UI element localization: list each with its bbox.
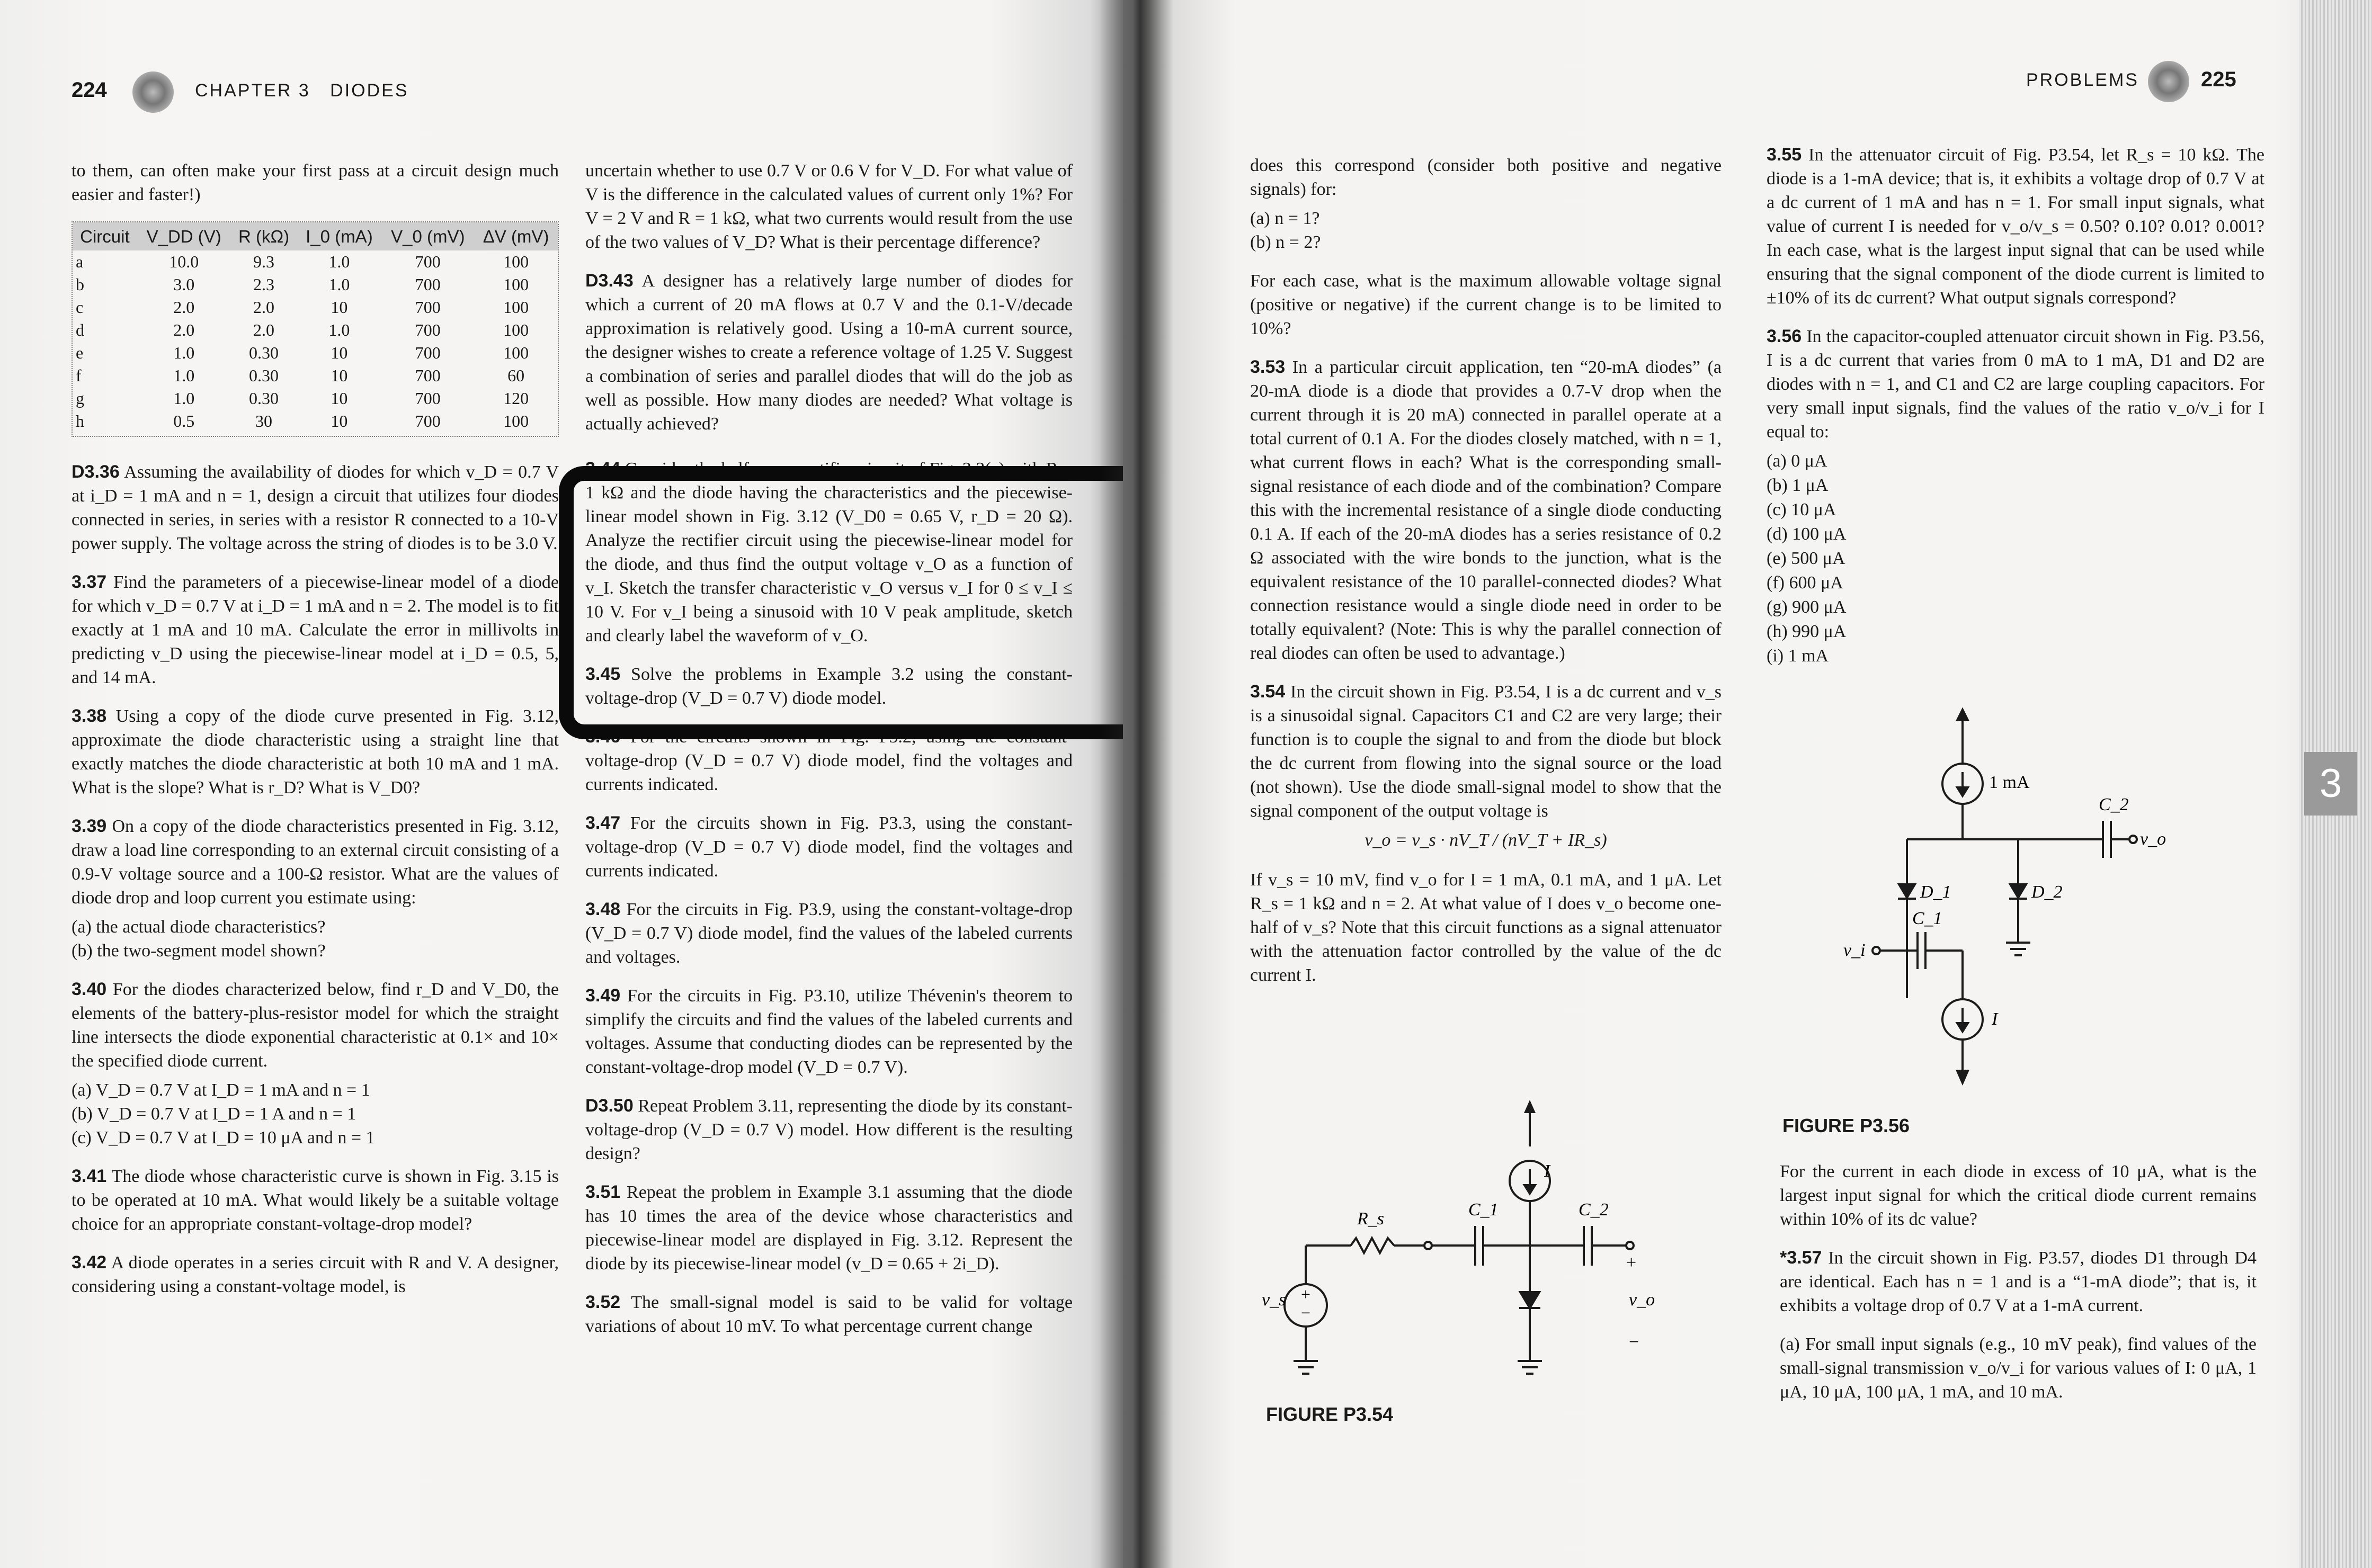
right-column-2-lower bbox=[1780, 1160, 2257, 1419]
problem-number: 3.45 bbox=[585, 664, 621, 684]
fig354-plus-sign: + bbox=[1300, 1285, 1311, 1304]
table-cell: 700 bbox=[415, 320, 441, 339]
fig354-output-plus: + bbox=[1626, 1253, 1637, 1273]
problem-number: D3.43 bbox=[585, 271, 634, 291]
table-cell: 10 bbox=[331, 389, 348, 408]
list-item: (c) 10 μA bbox=[1767, 500, 1836, 519]
problem-3-56-more: For the current in each diode in excess of 10 μA, what is the largest input signal for which the critical diode current remains within 10% of its dc value? bbox=[1780, 1162, 2257, 1229]
left-page-header bbox=[72, 78, 107, 102]
problem-3-39-b: (b) the two-segment model shown? bbox=[72, 941, 326, 961]
table-header-cell: Circuit bbox=[73, 222, 137, 250]
fig356-d1-label: D_1 bbox=[1920, 882, 1951, 902]
problem-text: For the circuits in Fig. P3.10, utilize Thévenin's theorem to simplify the circuits and find the values of the labeled currents and voltages. Assume that conducting diodes can be represented by the constant-voltage-drop model (V_D = 0.7 V). bbox=[585, 986, 1073, 1077]
problem-number: 3.39 bbox=[72, 816, 107, 836]
problem-text: A diode operates in a series circuit with R and V. A designer, considering using a constant-voltage model, is bbox=[72, 1253, 559, 1296]
problem-number: D3.36 bbox=[72, 462, 120, 482]
list-item: (e) 500 μA bbox=[1767, 549, 1845, 568]
table-cell: 700 bbox=[415, 389, 441, 408]
table-cell: 10 bbox=[331, 298, 348, 317]
problem-d3-50 bbox=[585, 1094, 1073, 1166]
figure-p3-54-label: FIGURE P3.54 bbox=[1266, 1403, 1394, 1425]
table-cell: 9.3 bbox=[253, 252, 275, 271]
table-cell: 700 bbox=[415, 411, 441, 431]
problem-3-49 bbox=[585, 984, 1073, 1079]
problem-3-39-a: (a) the actual diode characteristics? bbox=[72, 917, 326, 937]
table-row bbox=[73, 342, 558, 364]
table-cell: 0.30 bbox=[249, 343, 279, 362]
problem-number: 3.41 bbox=[72, 1166, 107, 1186]
table-cell: 1.0 bbox=[328, 320, 350, 339]
left-page bbox=[0, 0, 1123, 1568]
problem-number: 3.56 bbox=[1767, 326, 1802, 346]
problem-number: 3.52 bbox=[585, 1292, 621, 1312]
right-page bbox=[1123, 0, 2372, 1568]
intro-text: to them, can often make your first pass at a circuit design much easier and faster!) bbox=[72, 161, 559, 204]
table-header-cell: ΔV (mV) bbox=[474, 222, 558, 250]
table-header-cell: I_0 (mA) bbox=[297, 222, 381, 250]
table-cell: 2.0 bbox=[173, 320, 195, 339]
problem-number: 3.46 bbox=[585, 727, 621, 747]
problem-3-52-continued: does this correspond (consider both positive and negative signals) for: bbox=[1250, 156, 1722, 199]
fig354-rs-label: R_s bbox=[1357, 1209, 1384, 1229]
right-page-number: 225 bbox=[2201, 68, 2236, 91]
table-cell: 10 bbox=[331, 343, 348, 362]
fig356-source-1ma-label: 1 mA bbox=[1989, 773, 2030, 792]
list-item: (d) 100 μA bbox=[1767, 524, 1847, 544]
problem-3-38 bbox=[72, 704, 559, 800]
problem-text: The diode whose characteristic curve is shown in Fig. 3.15 is to be operated at 10 mA. What would likely be a suitable voltage choice for an appropriate constant-voltage-drop model? bbox=[72, 1167, 559, 1234]
problem-number: 3.37 bbox=[72, 572, 107, 592]
table-row bbox=[73, 364, 558, 387]
table-header-cell: V_DD (V) bbox=[137, 222, 231, 250]
table-row bbox=[73, 387, 558, 410]
table-cell: a bbox=[76, 252, 84, 271]
table-cell: 120 bbox=[503, 389, 529, 408]
problem-3-40-c: (c) V_D = 0.7 V at I_D = 10 μA and n = 1 bbox=[72, 1128, 375, 1148]
fig356-d2-label: D_2 bbox=[2031, 882, 2063, 902]
problem-3-54-more: If v_s = 10 mV, find v_o for I = 1 mA, 0.1 mA, and 1 μA. Let R_s = 1 kΩ and n = 2. At what value of I does v_o become one-half of v_s? Note that this circuit functions as a signal attenuator with the attenuation factor controlled by the value of the dc current I. bbox=[1250, 870, 1722, 985]
problem-text: On a copy of the diode characteristics presented in Fig. 3.12, draw a load line corresponding to an external circuit consisting of a 0.9-V voltage source and a 100-Ω resistor. What are the values of diode drop and loop current you estimate using: bbox=[72, 817, 559, 908]
table-cell: 100 bbox=[503, 320, 529, 339]
table-cell: g bbox=[76, 389, 84, 408]
left-column-2 bbox=[585, 159, 1073, 1353]
problem-number: 3.53 bbox=[1250, 357, 1286, 377]
table-cell: 100 bbox=[503, 275, 529, 294]
table-cell: f bbox=[76, 366, 82, 385]
problem-3-41 bbox=[72, 1164, 559, 1236]
problem-number: 3.38 bbox=[72, 706, 107, 726]
problem-number: D3.50 bbox=[585, 1096, 634, 1116]
fig354-vo-label: v_o bbox=[1629, 1290, 1655, 1310]
problem-number: 3.54 bbox=[1250, 682, 1286, 702]
list-item: (b) 1 μA bbox=[1767, 476, 1829, 495]
fig356-vo-label: v_o bbox=[2140, 829, 2166, 849]
list-item: (g) 900 μA bbox=[1767, 597, 1847, 617]
table-cell: 700 bbox=[415, 366, 441, 385]
table-cell: 10 bbox=[331, 366, 348, 385]
problem-3-52 bbox=[585, 1291, 1073, 1338]
fig356-c2-label: C_2 bbox=[2099, 795, 2129, 814]
problem-text: For the circuits shown in Fig. P3.3, using the constant-voltage-drop (V_D = 0.7 V) diode model, find the voltages and currents indicated. bbox=[585, 813, 1073, 881]
table-cell: 30 bbox=[255, 411, 273, 431]
table-cell: b bbox=[76, 275, 84, 294]
table-cell: 0.5 bbox=[173, 411, 195, 431]
table-cell: 1.0 bbox=[173, 366, 195, 385]
problem-text: Repeat Problem 3.11, representing the diode by its constant-voltage-drop (V_D = 0.7 V) model. How different is the resulting design? bbox=[585, 1096, 1073, 1163]
problem-text: For the circuits in Fig. P3.9, using the constant-voltage-drop (V_D = 0.7 V) diode model, find the values of the labeled currents and voltages. bbox=[585, 900, 1073, 967]
problem-text: Repeat the problem in Example 3.1 assuming that the diode has 10 times the area of the device whose characteristics and piecewise-linear model are displayed in Fig. 3.12. Represent the diode by its piecewise-linear model (v_D = 0.65 + 2i_D). bbox=[585, 1182, 1073, 1274]
circuit-table bbox=[72, 221, 559, 437]
problem-text: In the circuit shown in Fig. P3.57, diodes D1 through D4 are identical. Each has n = 1 and is a “1-mA diode”; that is, it exhibits a voltage drop of 0.7 V at a 1-mA current. bbox=[1780, 1248, 2257, 1315]
attenuation-equation: v_o = v_s · nV_T / (nV_T + IR_s) bbox=[1365, 830, 1607, 850]
table-cell: 2.0 bbox=[253, 298, 275, 317]
problem-text: In the capacitor-coupled attenuator circuit shown in Fig. P3.56, I is a dc current that varies from 0 mA to 1 mA, D1 and D2 are diodes with n = 1, and C1 and C2 are large coupling capacitors. For very small input signals, find the values of the ratio v_o/v_i for I equal to: bbox=[1767, 327, 2265, 442]
chapter-emblem-icon bbox=[132, 71, 174, 113]
table-cell: 700 bbox=[415, 275, 441, 294]
fig354-output-minus: − bbox=[1629, 1332, 1639, 1352]
problem-text: Using a copy of the diode curve presented in Fig. 3.12, approximate the diode characteristic using a straight line that exactly matches the diode characteristic at both 10 mA and 1 mA. What is the slope? What is r_D? What is V_D0? bbox=[72, 706, 559, 798]
chapter-number: CHAPTER 3 bbox=[195, 80, 310, 101]
problem-3-57 bbox=[1780, 1246, 2257, 1318]
problem-3-42 bbox=[72, 1251, 559, 1298]
table-cell: 1.0 bbox=[328, 252, 350, 271]
table-cell: 0.30 bbox=[249, 389, 279, 408]
problem-text: Solve the problems in Example 3.2 using the constant-voltage-drop (V_D = 0.7 V) diode model. bbox=[585, 665, 1073, 708]
table-cell: 1.0 bbox=[173, 389, 195, 408]
table-header-cell: V_0 (mV) bbox=[381, 222, 474, 250]
fig356-current-label: I bbox=[1992, 1009, 1998, 1029]
table-cell: 2.0 bbox=[253, 320, 275, 339]
table-cell: 100 bbox=[503, 252, 529, 271]
table-cell: 700 bbox=[415, 298, 441, 317]
table-cell: 3.0 bbox=[173, 275, 195, 294]
problem-number: *3.57 bbox=[1780, 1248, 1822, 1268]
table-cell: 60 bbox=[507, 366, 525, 385]
list-item: (i) 1 mA bbox=[1767, 646, 1829, 666]
problem-3-39 bbox=[72, 814, 559, 910]
chapter-side-tab: 3 bbox=[2304, 752, 2357, 816]
table-cell: c bbox=[76, 298, 84, 317]
left-page-number: 224 bbox=[72, 78, 107, 102]
table-row bbox=[73, 273, 558, 296]
book-gutter-shadow bbox=[1099, 0, 1173, 1568]
problem-3-47 bbox=[585, 811, 1073, 883]
problem-text: In the attenuator circuit of Fig. P3.54, let R_s = 10 kΩ. The diode is a 1-mA device; that is, it exhibits a voltage drop of 0.7 V at a dc current of 1 mA and has n = 1. For small input signals, what value of current I is needed for v_o/v_s = 0.50? 0.10? 0.01? 0.001? In each case, what is the largest input signal that can be used while ensuring that the signal component of the diode current is limited to ±10% of its dc current? What output signals correspond? bbox=[1767, 145, 2264, 308]
problem-text: Consider the half-wave rectifier circuit of Fig. 3.3(a) with R = 1 kΩ and the diode having the characteristics and the piecewise-linear model shown in Fig. 3.12 (V_D0 = 0.65 V, r_D = 20 Ω). Analyze the rectifier circuit using the piecewise-linear model for the diode, and thus find the output voltage v_O as a function of v_I. Sketch the transfer characteristic v_O versus v_I for 0 ≤ v_I ≤ 10 V. For v_I being a sinusoid with 10 V peak amplitude, sketch and clearly label the waveform of v_O. bbox=[585, 459, 1073, 646]
fig356-vi-label: v_i bbox=[1843, 940, 1866, 960]
chapter-title: DIODES bbox=[330, 80, 409, 101]
table-row bbox=[73, 296, 558, 319]
problem-d3-36 bbox=[72, 460, 559, 555]
fig354-vs-label: v_s bbox=[1262, 1290, 1286, 1310]
problem-3-52-b: (b) n = 2? bbox=[1250, 232, 1321, 252]
right-page-header-title: PROBLEMS bbox=[2026, 70, 2139, 90]
fig354-current-label: I bbox=[1544, 1161, 1550, 1181]
table-cell: 10.0 bbox=[169, 252, 199, 271]
problem-text: In a particular circuit application, ten “20-mA diodes” (a 20-mA diode is a diode that provides a 0.7-V drop when the current through it is 20 mA) connected in parallel operate at a total current of 0.1 A. For the diodes closely matched, with n = 1, what current flows in each? What is the corresponding small-signal resistance of each diode and of the combination? Compare this with the incremental resistance of a single diode conducting 0.1 A. If each of the 20-mA diodes has a series resistance of 0.2 Ω associated with the wire bonds to the junction, what is the equivalent resistance of the 10 parallel-connected diodes? What connection resistance would a single diode need in order to be totally equivalent? (Note: This is why the parallel connection of real diodes can often be used to advantage.) bbox=[1250, 357, 1722, 663]
problem-number: 3.44 bbox=[585, 459, 621, 479]
table-cell: 100 bbox=[503, 411, 529, 431]
hand-drawn-highlight-box bbox=[559, 466, 1123, 739]
table-cell: 10 bbox=[331, 411, 348, 431]
problem-number: 3.51 bbox=[585, 1182, 621, 1202]
problem-3-51 bbox=[585, 1180, 1073, 1276]
list-item: (a) 0 μA bbox=[1767, 451, 1827, 471]
problem-3-40-a: (a) V_D = 0.7 V at I_D = 1 mA and n = 1 bbox=[72, 1080, 370, 1100]
table-cell: 100 bbox=[503, 343, 529, 362]
problem-text: Assuming the availability of diodes for which v_D = 0.7 V at i_D = 1 mA and n = 1, design a circuit that utilizes four diodes connected in series, in series with a resistor R connected to a 10-V power supply. The voltage across the string of diodes is to be 3.0 V. bbox=[72, 462, 559, 553]
problem-number: 3.40 bbox=[72, 979, 107, 999]
problem-3-42-continued: uncertain whether to use 0.7 V or 0.6 V for V_D. For what value of V is the difference in the calculated values of current only 1%? For V = 2 V and R = 1 kΩ, what two currents would result from the use of the two values of V_D? What is their percentage difference? bbox=[585, 161, 1073, 252]
problem-number: 3.49 bbox=[585, 985, 621, 1006]
problem-number: 3.42 bbox=[72, 1252, 107, 1273]
problem-number: 3.48 bbox=[585, 899, 621, 919]
problem-text: In the circuit shown in Fig. P3.54, I is a dc current and v_s is a sinusoidal signal. Capacitors C1 and C2 are very large; their function is to couple the signal to and from the diode but block the dc current from flowing into the signal source or the load (not shown). Use the diode small-signal model to show that the signal component of the output voltage is bbox=[1250, 682, 1722, 821]
table-cell: 0.30 bbox=[249, 366, 279, 385]
problem-3-40 bbox=[72, 978, 559, 1073]
problem-text: For the diodes characterized below, find r_D and V_D0, the elements of the battery-plus-resistor model for which the straight line intersects the diode exponential characteristic at 0.1× and 10× the specified diode current. bbox=[72, 980, 559, 1071]
problem-3-40-b: (b) V_D = 0.7 V at I_D = 1 A and n = 1 bbox=[72, 1104, 356, 1124]
problem-3-52-more: For each case, what is the maximum allowable voltage signal (positive or negative) if the current change is to be limited to 10%? bbox=[1250, 271, 1722, 338]
problem-text: Find the parameters of a piecewise-linear model of a diode for which v_D = 0.7 V at i_D = 1 mA and n = 2. The model is to fit exactly at 1 mA and 10 mA. Calculate the error in millivolts in predicting v_D using the piecewise-linear model at i_D = 0.5, 5, and 14 mA. bbox=[72, 572, 559, 687]
table-cell: h bbox=[76, 411, 84, 431]
problem-text: A designer has a relatively large number of diodes for which a current of 20 mA flows at 0.7 V and the 0.1-V/decade approximation is relatively good. Using a 10-mA current source, the designer wishes to create a reference voltage of 1.25 V. Suggest a combination of series and parallel diodes that will do the job as well as possible. How many diodes are needed? What voltage is actually achieved? bbox=[585, 271, 1073, 434]
table-cell: 700 bbox=[415, 343, 441, 362]
problem-3-52-a: (a) n = 1? bbox=[1250, 209, 1320, 228]
table-row bbox=[73, 319, 558, 342]
left-column-1 bbox=[72, 159, 559, 1313]
figure-p3-56-label: FIGURE P3.56 bbox=[1782, 1115, 1910, 1136]
fig354-minus-sign: − bbox=[1300, 1303, 1311, 1322]
table-cell: 2.0 bbox=[173, 298, 195, 317]
table-cell: 1.0 bbox=[173, 343, 195, 362]
list-item: (f) 600 μA bbox=[1767, 573, 1843, 593]
problem-text: For the circuits shown in Fig. P3.2, using the constant-voltage-drop (V_D = 0.7 V) diode model, find the voltages and currents indicated. bbox=[585, 727, 1073, 794]
problem-d3-43 bbox=[585, 269, 1073, 436]
table-cell: 700 bbox=[415, 252, 441, 271]
table-cell: d bbox=[76, 320, 84, 339]
table-cell: 100 bbox=[503, 298, 529, 317]
problem-3-48 bbox=[585, 898, 1073, 969]
list-item: (h) 990 μA bbox=[1767, 622, 1847, 641]
chapter-label bbox=[195, 80, 409, 101]
problem-text: The small-signal model is said to be valid for voltage variations of about 10 mV. To what percentage current change bbox=[585, 1293, 1073, 1336]
problem-number: 3.47 bbox=[585, 813, 621, 833]
problem-3-37 bbox=[72, 570, 559, 689]
table-cell: 2.3 bbox=[253, 275, 275, 294]
table-row bbox=[73, 410, 558, 433]
table-cell: 1.0 bbox=[328, 275, 350, 294]
fig356-c1-label: C_1 bbox=[1912, 909, 1942, 928]
problem-number: 3.55 bbox=[1767, 145, 1802, 165]
fig354-c1-label: C_1 bbox=[1468, 1200, 1499, 1220]
table-header-cell: R (kΩ) bbox=[231, 222, 297, 250]
problem-3-57-a: (a) For small input signals (e.g., 10 mV peak), find values of the small-signal transmission v_o/v_i for various values of I: 0 μA, 1 μA, 10 μA, 100 μA, 1 mA, and 10 mA. bbox=[1780, 1334, 2257, 1402]
fig354-c2-label: C_2 bbox=[1579, 1200, 1609, 1220]
table-cell: e bbox=[76, 343, 84, 362]
table-row bbox=[73, 250, 558, 273]
